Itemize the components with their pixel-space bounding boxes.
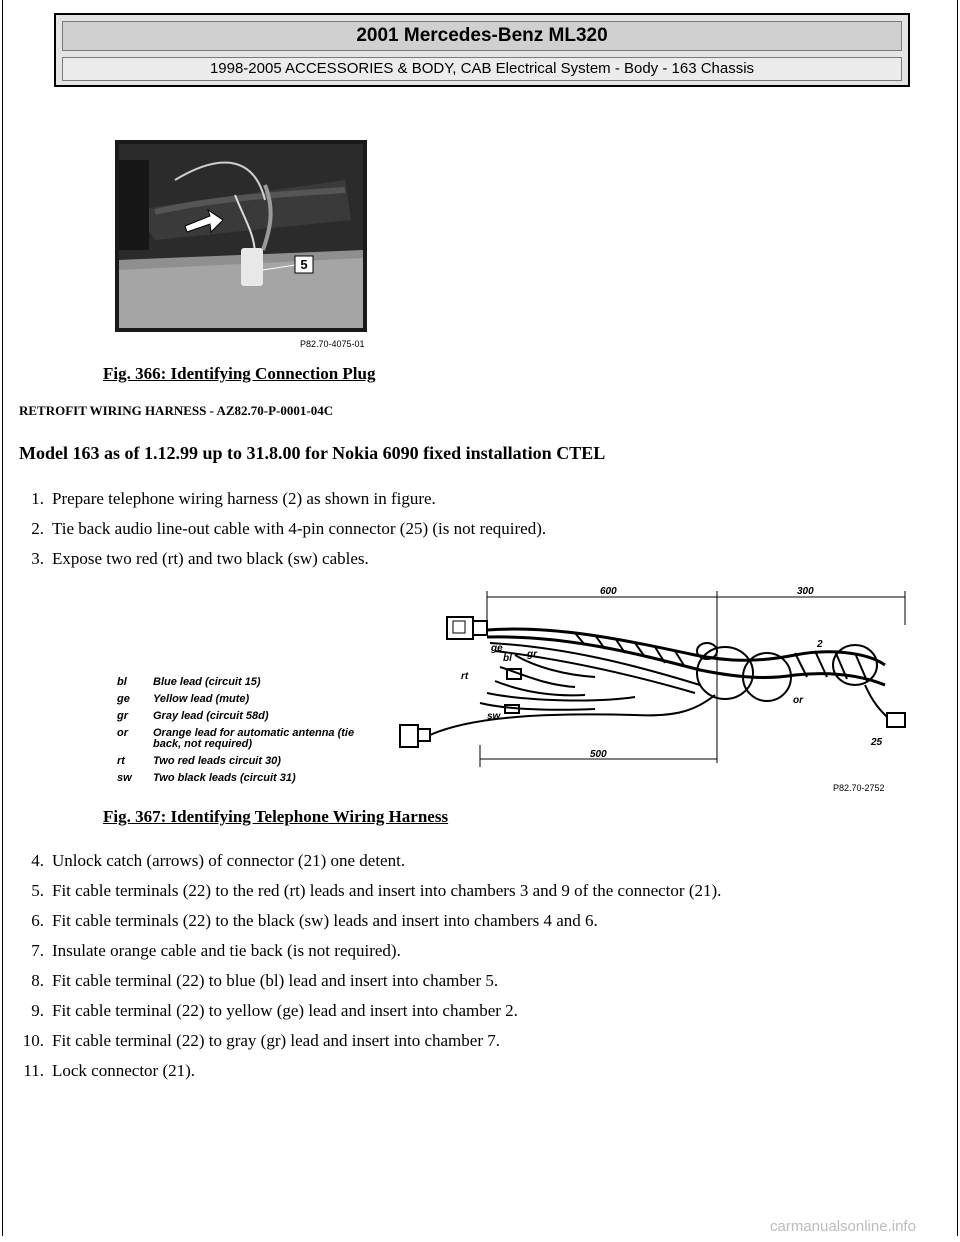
legend-row: ge Yellow lead (mute) <box>117 693 250 705</box>
legend-row: sw Two black leads (circuit 31) <box>117 772 296 784</box>
callout-or-label: or <box>793 695 803 706</box>
step-number: 10. <box>22 1031 44 1050</box>
step-number: 9. <box>31 1001 44 1020</box>
step-text: Fit cable terminal (22) to blue (bl) lead and insert into chamber 5. <box>52 971 499 990</box>
step-text: Unlock catch (arrows) of connector (21) one detent. <box>52 851 406 870</box>
fig-367-caption: Fig. 367: Identifying Telephone Wiring Harness <box>103 807 449 826</box>
list-item <box>0 851 405 871</box>
document-subtitle: 1998-2005 ACCESSORIES & BODY, CAB Electrical System - Body - 163 Chassis <box>62 57 902 81</box>
list-item <box>0 881 721 901</box>
fig-367-diagram-code: P82.70-2752 <box>833 783 885 793</box>
callout-gr-label: gr <box>527 649 537 660</box>
fig-367-legend <box>117 676 397 786</box>
callout-sw-label: sw <box>487 711 501 722</box>
wiring-harness-diagram <box>395 585 910 795</box>
legend-row: rt Two red leads circuit 30) <box>117 755 281 767</box>
list-item <box>0 1001 518 1021</box>
step-text: Fit cable terminals (22) to the black (sw) leads and insert into chambers 4 and 6. <box>52 911 598 930</box>
step-number: 5. <box>31 881 44 900</box>
list-item <box>0 1061 195 1081</box>
fig-366-photo <box>115 140 367 332</box>
fig-367-diagram <box>395 585 910 795</box>
legend-row: gr Gray lead (circuit 58d) <box>117 710 269 722</box>
callout-25-label: 25 <box>871 737 883 748</box>
document-title: 2001 Mercedes-Benz ML320 <box>62 21 902 51</box>
list-item <box>0 911 598 931</box>
dim-300-label: 300 <box>797 586 814 597</box>
step-text: Prepare telephone wiring harness (2) as shown in figure. <box>52 489 436 508</box>
step-text: Fit cable terminals (22) to the red (rt) leads and insert into chambers 3 and 9 of the connector (21). <box>52 881 722 900</box>
step-number: 8. <box>31 971 44 990</box>
callout-bl-label: bl <box>503 653 512 664</box>
fig-366-photo-code: P82.70-4075-01 <box>300 339 365 349</box>
step-text: Lock connector (21). <box>52 1061 196 1080</box>
legend-row: bl Blue lead (circuit 15) <box>117 676 261 688</box>
model-heading: Model 163 as of 1.12.99 up to 31.8.00 for Nokia 6090 fixed installation CTEL <box>19 443 606 463</box>
callout-rt-label: rt <box>461 671 469 682</box>
list-item <box>0 519 546 539</box>
list-item <box>0 489 436 509</box>
step-number: 4. <box>31 851 44 870</box>
callout-ge-label: ge <box>491 643 503 654</box>
watermark: carmanualsonline.info <box>770 1218 916 1235</box>
dim-600-label: 600 <box>600 586 617 597</box>
step-number: 2. <box>31 519 44 538</box>
step-text: Expose two red (rt) and two black (sw) cables. <box>52 549 369 568</box>
step-number: 11. <box>23 1061 44 1080</box>
step-number: 7. <box>31 941 44 960</box>
legend-row: or Orange lead for automatic antenna (tie <box>117 727 355 739</box>
fig-366-callout: 5 <box>300 257 308 272</box>
dim-500-label: 500 <box>590 749 607 760</box>
step-number: 1. <box>31 489 44 508</box>
connection-plug-photo <box>115 140 367 332</box>
list-item <box>0 1031 500 1051</box>
step-number: 6. <box>31 911 44 930</box>
step-text: Fit cable terminal (22) to yellow (ge) lead and insert into chamber 2. <box>52 1001 518 1020</box>
list-item <box>0 549 369 569</box>
step-text: Fit cable terminal (22) to gray (gr) lead and insert into chamber 7. <box>52 1031 500 1050</box>
list-item <box>0 941 401 961</box>
step-text: Insulate orange cable and tie back (is not required). <box>52 941 401 960</box>
section-heading: RETROFIT WIRING HARNESS - AZ82.70-P-0001-04C <box>19 403 334 418</box>
legend-row: back, not required) <box>153 738 253 750</box>
step-text: Tie back audio line-out cable with 4-pin connector (25) (is not required). <box>52 519 547 538</box>
list-item <box>0 971 498 991</box>
step-number: 3. <box>31 549 44 568</box>
document-header <box>54 13 910 87</box>
fig-366-caption: Fig. 366: Identifying Connection Plug <box>103 364 376 383</box>
callout-2-label: 2 <box>817 639 823 650</box>
